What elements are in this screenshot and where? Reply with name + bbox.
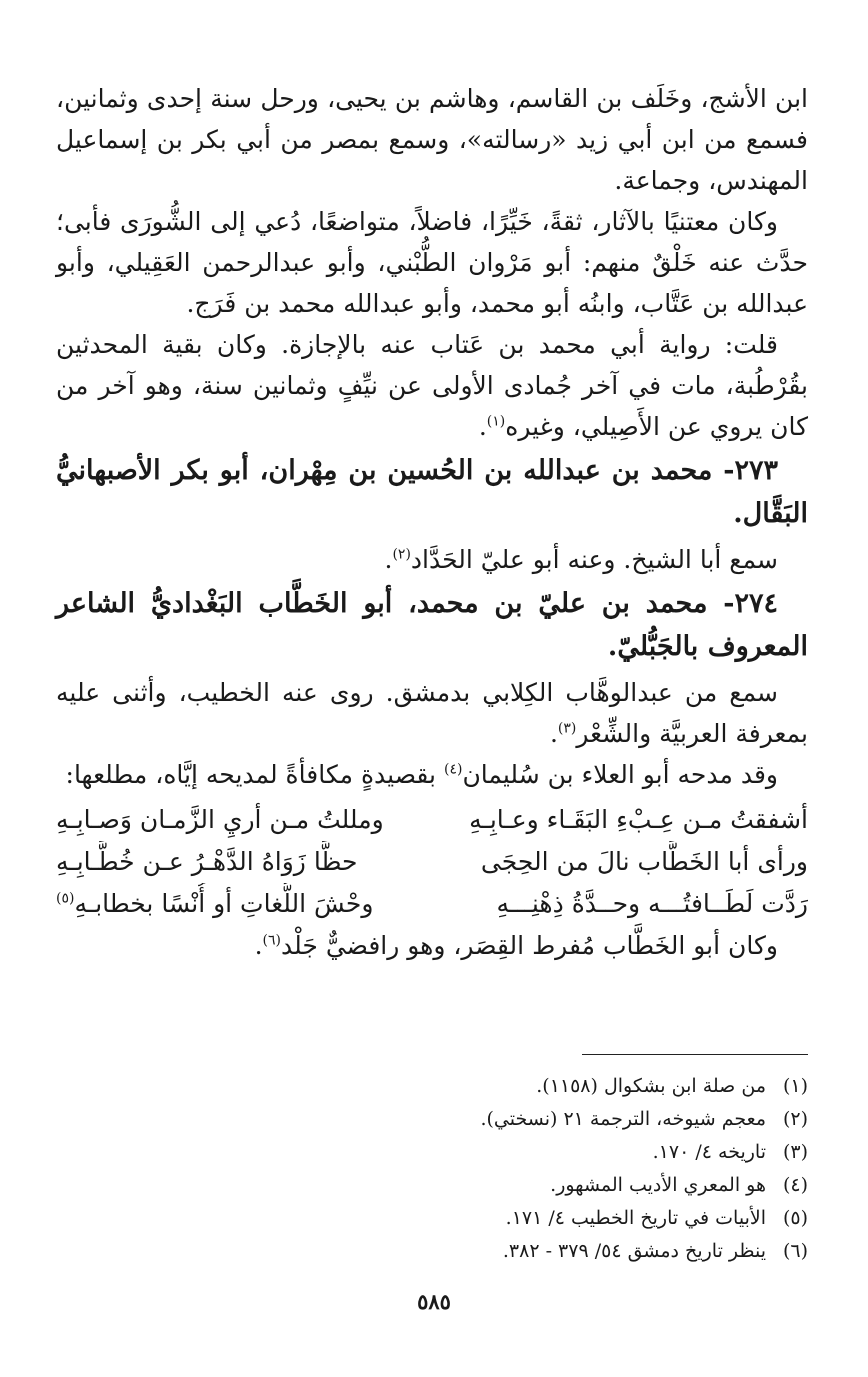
- entry-273-heading: ٢٧٣- محمد بن عبدالله بن الحُسين بن مِهْران، أبو بكر الأصبهانيُّ البَقَّال.: [56, 455, 808, 529]
- poem-verse: [56, 799, 808, 841]
- footnote-ref: (٥): [56, 890, 75, 907]
- paragraph-text: بقصيدةٍ مكافأةً لمديحه إيَّاه، مطلعها:: [65, 760, 444, 789]
- footnote-ref: (١): [486, 413, 506, 430]
- footnote-text: تاريخه ٤/ ١٧٠.: [652, 1141, 766, 1163]
- footnote-ref: (٤): [443, 761, 463, 778]
- footnote: [56, 1202, 808, 1235]
- poem-verse: [56, 841, 808, 883]
- footnote-number: (٥): [782, 1207, 808, 1229]
- verse-first-hemistich: رَدَّت لَطَــافتُـــه وحــدَّةُ ذِهْنِـــهِ: [496, 889, 808, 918]
- paragraph-text: قلت: رواية أبي محمد بن عَتاب عنه بالإجازة. وكان بقية المحدثين بقُرْطُبة، مات في آخر جُمادى الأولى عن نيِّفٍ وثمانين سنة، وهو آخر من كان يروي عن الأَصِيلي، وغيره: [56, 330, 808, 441]
- verse-second-hemistich: حظًّا زَوَاهُ الدَّهْـرُ عـن خُطَّـابِـهِ: [56, 847, 358, 876]
- footnote-divider: [582, 1054, 808, 1055]
- entry-274-closing: وكان أبو الخَطَّاب مُفرط القِصَر، وهو رافضيٌّ جَلْد$^{(٦)}$.: [254, 931, 778, 960]
- footnote-number: (٢): [782, 1108, 808, 1130]
- paragraph-note: قلت: رواية أبي محمد بن عَتاب عنه بالإجازة. وكان بقية المحدثين بقُرْطُبة، مات في آخر جُمادى الأولى عن نيِّفٍ وثمانين سنة، وهو آخر من كان يروي عن الأَصِيلي، وغيره$^{(١)}$.: [56, 330, 808, 441]
- footnote-number: (٣): [782, 1141, 808, 1163]
- footnote: [56, 1136, 808, 1169]
- footnote-ref: (٢): [392, 546, 411, 563]
- footnote-text: هو المعري الأديب المشهور.: [550, 1174, 766, 1196]
- poem: [56, 799, 808, 925]
- page-body: [56, 78, 808, 966]
- footnote: [56, 1235, 808, 1268]
- paragraph-biography: [56, 201, 808, 324]
- paragraph-text: سمع من عبدالوهَّاب الكِلابي بدمشق. روى عنه الخطيب، وأثنى عليه بمعرفة العربيَّة والشِّعْر: [56, 678, 808, 748]
- paragraph-text: وكان معتنيًا بالآثار، ثقةً، خَيِّرًا، فاضلاً، متواضعًا، دُعي إلى الشُّورَى فأبى؛ حدَّث عنه خَلْقٌ منهم: أبو مَرْوان الطُّبْني، وأبو عبدالرحمن العَقِيلي، وأبو عبدالله بن عَتَّاب، وابنُه أبو محمد، وأبو عبدالله محمد بن فَرَج.: [56, 207, 808, 318]
- entry-274-praise: [56, 754, 808, 795]
- paragraph-continuation: [56, 78, 808, 201]
- paragraph-text: وقد مدحه أبو العلاء بن سُليمان: [462, 760, 778, 789]
- footnote-number: (١): [782, 1075, 808, 1097]
- footnote-number: (٦): [782, 1240, 808, 1262]
- paragraph-text: سمع أبا الشيخ. وعنه أبو عليّ الحَدَّاد: [410, 545, 778, 574]
- footnote-text: ينظر تاريخ دمشق ٥٤/ ٣٧٩ - ٣٨٢.: [502, 1240, 766, 1262]
- footnotes-list: [56, 1070, 808, 1268]
- footnote: [56, 1070, 808, 1103]
- paragraph-text: وكان أبو الخَطَّاب مُفرط القِصَر، وهو رافضيٌّ جَلْد: [281, 931, 778, 960]
- footnote-text: الأبيات في تاريخ الخطيب ٤/ ١٧١.: [505, 1207, 766, 1229]
- poem-verse: [56, 883, 808, 925]
- footnote: [56, 1103, 808, 1136]
- entry-274-text: سمع من عبدالوهَّاب الكِلابي بدمشق. روى عنه الخطيب، وأثنى عليه بمعرفة العربيَّة والشِّعْر$^{(٣)}$.: [56, 678, 808, 748]
- verse-text: وحْشَ اللُّغاتِ أو أُنْسًا بخطابـهِ: [74, 889, 374, 918]
- verse-second-hemistich-with-ref: [56, 883, 417, 925]
- verse-second-hemistich: ومللتُ مـن أريِ الزَّمـان وَصـابِـهِ: [56, 805, 384, 834]
- page-number: ٥٨٥: [417, 1289, 451, 1314]
- footnote-ref: (٦): [262, 932, 282, 949]
- footnote-ref: (٣): [557, 720, 577, 737]
- footnote-text: معجم شيوخه، الترجمة ٢١ (نسختي).: [480, 1108, 766, 1130]
- entry-274-heading: ٢٧٤- محمد بن عليّ بن محمد، أبو الخَطَّاب البَغْداديُّ الشاعر المعروف بالجَبُّليّ.: [56, 588, 808, 662]
- verse-first-hemistich: أشفقتُ مـن عِـبْءِ البَقَـاء وعـابِـهِ: [469, 805, 808, 834]
- entry-273-text: سمع أبا الشيخ. وعنه أبو عليّ الحَدَّاد$^{(٢)}$.: [384, 545, 778, 574]
- verse-first-hemistich: ورأى أبا الخَطَّاب نالَ من الحِجَى: [480, 847, 808, 876]
- footnote-number: (٤): [782, 1174, 808, 1196]
- footnote: [56, 1169, 808, 1202]
- footnote-text: من صلة ابن بشكوال (١١٥٨).: [536, 1075, 766, 1097]
- paragraph-text: ابن الأشج، وخَلَف بن القاسم، وهاشم بن يحيى، ورحل سنة إحدى وثمانين، فسمع من ابن أبي زيد «رسالته»، وسمع بمصر من أبي بكر بن إسماعيل المهندس، وجماعة.: [56, 84, 808, 195]
